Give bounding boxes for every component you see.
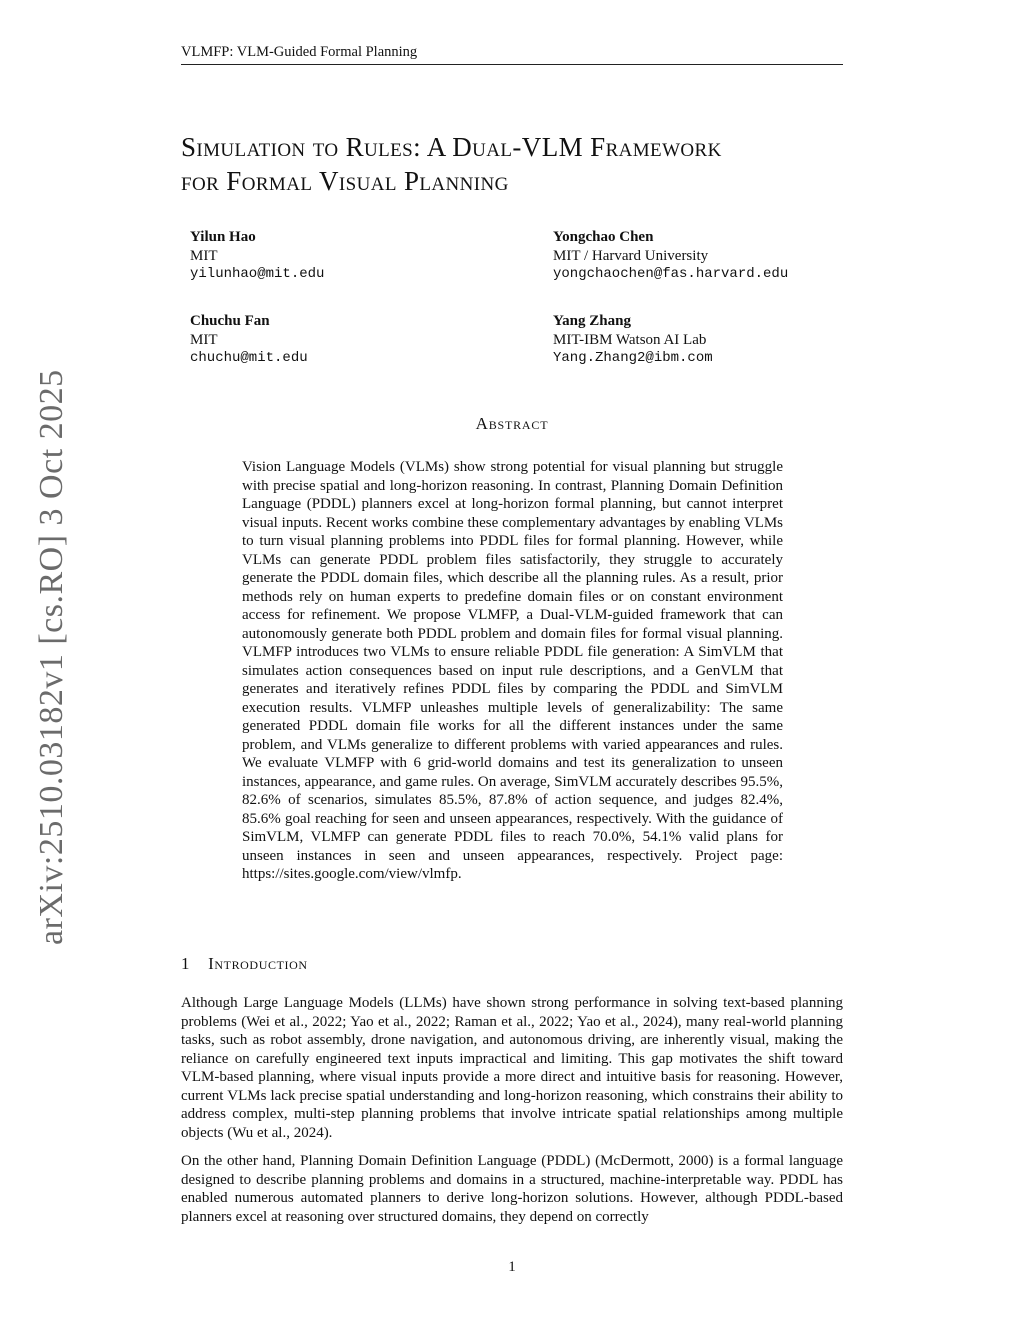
author-email[interactable]: yilunhao@mit.edu [190,266,325,282]
author-block [190,312,510,368]
running-header: VLMFP: VLM-Guided Formal Planning [181,44,843,65]
author-affiliation: MIT [190,331,218,348]
author-affiliation: MIT [190,247,218,264]
title-line-1: Simulation to Rules: A Dual-VLM Framework [181,132,722,162]
title-line-2: for Formal Visual Planning [181,166,509,196]
author-name: Chuchu Fan [190,313,270,329]
author-email[interactable]: Yang.Zhang2@ibm.com [553,350,713,366]
author-affiliation: MIT / Harvard University [553,247,709,264]
abstract-text: Vision Language Models (VLMs) show strong potential for visual planning but struggle with precise spatial and long-horizon reasoning. In contrast, Planning Domain Definition Language (PDDL) planners excel at long-horizon formal planning, but cannot interpret visual inputs. Recent works combine these complementary advantages by enabling VLMs to turn visual planning problems into PDDL files for formal planning. However, while VLMs can generate PDDL problem files satisfactorily, they struggle to accurately generate the PDDL domain files, which describe all the planning rules. As a result, prior methods rely on human experts to predefine domain files or on constant environment access for refinement. We propose VLMFP, a Dual-VLM-guided framework that can autonomously generate both PDDL problem and domain files for formal visual planning. VLMFP introduces two VLMs to ensure reliable PDDL file generation: A SimVLM that simulates action consequences based on input rule descriptions, and a GenVLM that generates and iteratively refines PDDL files by comparing the PDDL and SimVLM execution results. VLMFP unleashes multiple levels of generalizability: The same generated PDDL domain file works for all the different instances under the same problem, and VLMs generalize to different problems with varied appearances and rules. We evaluate VLMFP with 6 grid-world domains and test its generalization to unseen instances, appearance, and game rules. On average, SimVLM accurately describes 95.5%, 82.6% of scenarios, simulates 85.5%, 87.8% of action sequence, and judges 82.4%, 85.6% goal reaching for seen and unseen appearances, respectively. With the guidance of SimVLM, VLMFP can generate PDDL files to reach 70.0%, 54.1% valid plans for unseen instances in seen and unseen appearances, respectively. Project page: https://sites.google.com/view/vlmfp. [242,459,783,882]
author-name: Yang Zhang [553,313,631,329]
author-name: Yilun Hao [190,229,256,245]
author-block [190,228,510,284]
section-title: Introduction [208,954,308,973]
author-block [553,228,873,284]
author-affiliation: MIT-IBM Watson AI Lab [553,331,707,348]
author-email[interactable]: chuchu@mit.edu [190,350,308,366]
section-heading-introduction [181,954,308,974]
author-name: Yongchao Chen [553,229,654,245]
intro-paragraph-1: Although Large Language Models (LLMs) have shown strong performance in solving text-based planning problems (Wei et al., 2022; Yao et al., 2022; Raman et al., 2022; Yao et al., 2024), many real-world planning tasks, such as robot assembly, drone navigation, and autonomous driving, are inherently visual, making the reliance on carefully engineered text inputs impractical and limiting. This gap motivates the shift toward VLM-based planning, where visual inputs provide a more direct and intuitive basis for reasoning. However, current VLMs lack precise spatial understanding and long-horizon reasoning, which constrains their ability to address complex, multi-step planning problems that involve intricate spatial relationships among multiple objects (Wu et al., 2024). [181,995,843,1141]
page-number: 1 [508,1259,516,1275]
author-email[interactable]: yongchaochen@fas.harvard.edu [553,266,789,282]
paper-title [181,130,861,198]
arxiv-identifier-stamp: arXiv:2510.03182v1 [cs.RO] 3 Oct 2025 [33,369,70,945]
author-block [553,312,873,368]
section-number: 1 [181,954,191,973]
intro-paragraph-2: On the other hand, Planning Domain Definition Language (PDDL) (McDermott, 2000) is a formal language designed to describe planning problems and domains in a structured, machine-interpretable way. PDDL has enabled numerous automated planners to derive long-horizon solutions. However, although PDDL-based planners excel at reasoning over structured domains, they depend on correctly [181,1153,843,1225]
abstract-heading: Abstract [475,414,549,433]
